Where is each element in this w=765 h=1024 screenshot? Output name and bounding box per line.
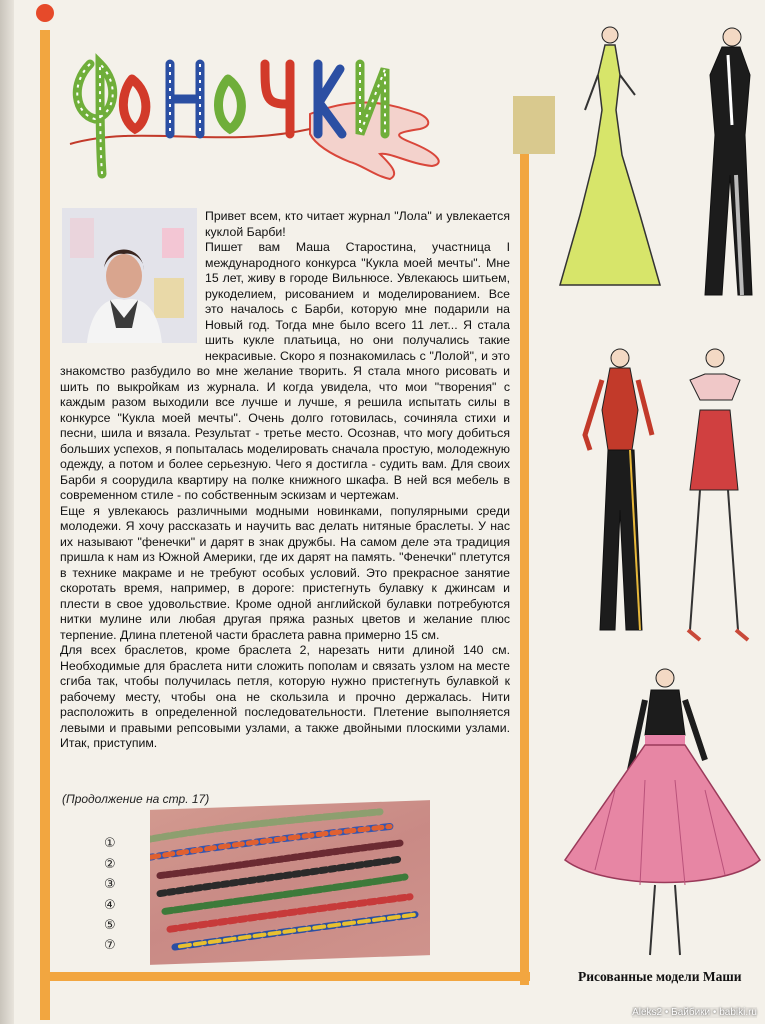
article-body xyxy=(60,209,510,752)
sketch-gown-and-suit xyxy=(550,15,760,305)
paragraph-3: Для всех браслетов, кроме браслета 2, нарезать нити длиной 140 см. Необходимые для браслета нити сложить пополам и связать узлом на месте сгиба так, чтобы получилась петля, которую нужно пристегнуть булавкой к рабочему месту, чтобы она не скользила и прочно держалась. Нити расположить в определенной последовательности. Плетение выполняется левыми и правыми репсовыми узлами, а также двойными плоскими узлами. Итак, приступим. xyxy=(60,643,510,750)
sketch-pink-full-skirt xyxy=(555,660,765,960)
bottom-orange-rule xyxy=(40,972,530,981)
pin-head-decoration xyxy=(36,4,54,22)
title-logo-braided-lettering xyxy=(60,24,460,194)
right-orange-rule xyxy=(520,125,529,985)
bracelet-number-7: ⑦ xyxy=(104,938,116,953)
sketch-red-tops xyxy=(560,340,765,650)
sketches-caption: Рисованные модели Маши xyxy=(578,969,742,984)
decorative-square xyxy=(513,96,555,154)
intro-paragraph: Привет всем, кто читает журнал "Лола" и увлекается куклой Барби! xyxy=(205,209,510,239)
bracelet-number-2: ② xyxy=(104,857,116,872)
continued-note: (Продолжение на стр. 17) xyxy=(62,792,210,806)
bracelet-number-1: ① xyxy=(104,836,116,851)
bracelets-photo xyxy=(150,800,430,965)
paragraph-1: Пишет вам Маша Старостина, участница I международного конкурса "Кукла моей мечты". Мне 15 лет, живу в городе Вильнюсе. Увлекаюсь шитьем, рукоделием, рисованием и моделированием. Все это началось с Барби, которую мне подарили на Новый год. Тогда мне было всего 11 лет... Я стала шить кукле платьица, но они получались такие некрасивые. Скоро я познакомилась с "Лолой", и это знакомство разбудило во мне желание творить. Я стала много рисовать и шить по выкройкам из журнала. И когда увидела, что мои "творения" с каждым разом выходили все лучше и лучше, я решила испытать силы в конкурсе "Кукла моей мечты". Очень долго готовилась, сочиняла стихи и песни, шила и вязала. Результат - третье место. Осознав, что могу добиться больших успехов, я попыталась моделировать сначала простую, молодежную одежду, а потом и более серьезную. Чего я достигла - судить вам. Для своих Барби я соорудила квартиру на полке книжного шкафа. В ней вся мебель в современном стиле - по собственным эскизам и чертежам. xyxy=(60,240,510,502)
photo-spacer xyxy=(60,209,205,349)
bracelet-number-5: ⑤ xyxy=(104,918,116,933)
left-orange-rule xyxy=(40,30,50,1020)
paragraph-2: Еще я увлекаюсь различными модными новинками, популярными среди молодежи. Я хочу рассказать и научить вас делать нитяные браслеты. У нас их называют "фенечки" и дарят в знак дружбы. На самом деле эта традиция пришла к нам из Южной Америки, где их дарят на память. "Фенечки" плетутся в технике макраме и не требуют особых условий. Это прекрасное занятие скоротать время, например, в дороге: пристегнуть булавку к джинсам и плести в свое удовольствие. Кроме одной английской булавки потребуются нитки мулине или любая другая пряжа разных цветов и желание плюс терпение. Длина плетеной части браслета равна примерно 15 см. xyxy=(60,503,510,642)
bracelet-number-4: ④ xyxy=(104,898,116,913)
bracelet-number-3: ③ xyxy=(104,877,116,892)
page-binding-edge xyxy=(0,0,14,1024)
watermark: Aleks2 • Байбики • babiki.ru xyxy=(632,1007,757,1018)
